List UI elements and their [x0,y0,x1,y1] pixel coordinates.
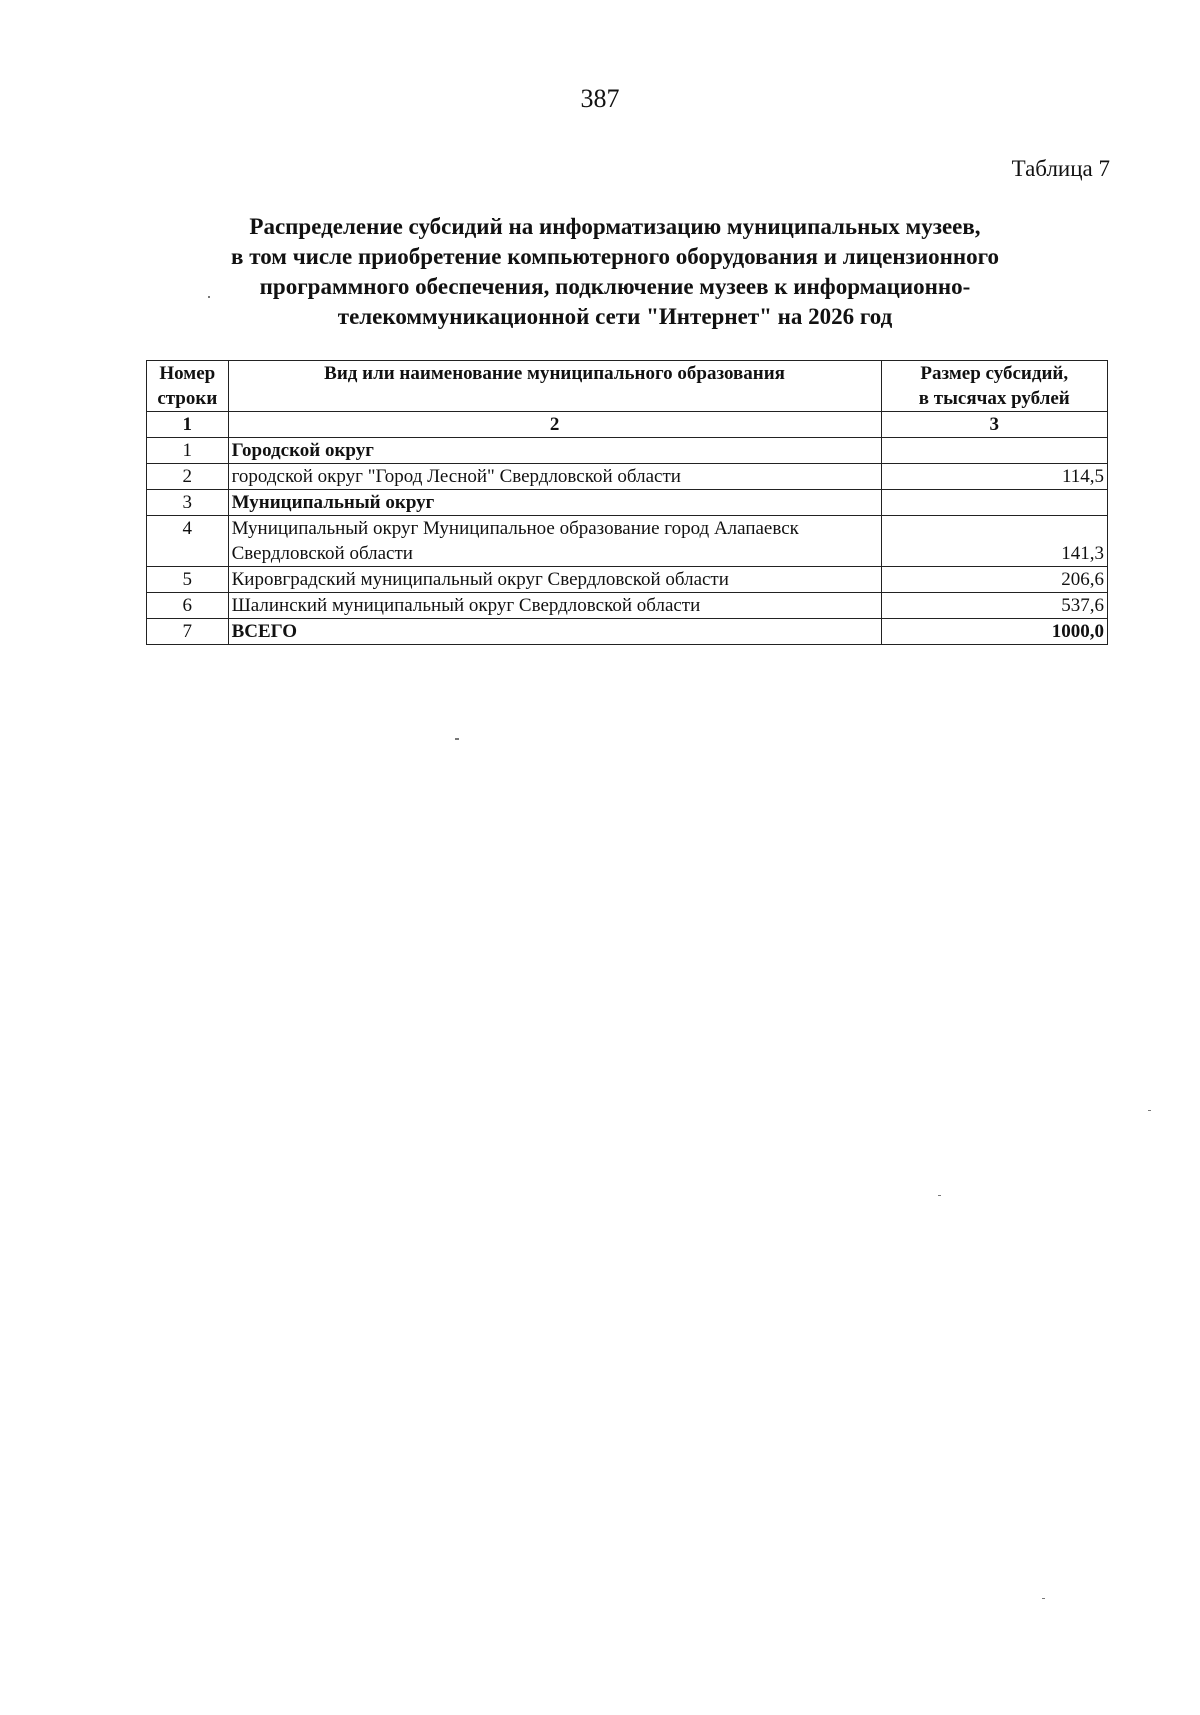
row-number: 5 [147,567,229,593]
municipality-name-line1: Муниципальный округ Муниципальное образование город Алапаевск [231,518,799,539]
row-number: 6 [147,593,229,619]
table-row [147,464,1108,490]
table-row [147,438,1108,464]
municipality-name: Муниципальный округ [228,490,881,516]
subsidy-value [881,490,1107,516]
table-row [147,490,1108,516]
column-number: 1 [147,412,229,438]
table-row [147,593,1108,619]
total-label: ВСЕГО [228,619,881,645]
row-number: 7 [147,619,229,645]
scan-speck [455,738,459,740]
header-subsidy-line2: в тысячах рублей [918,388,1070,409]
subsidy-table [146,360,1108,645]
title-line-2: в том числе приобретение компьютерного оборудования и лицензионного [231,244,999,269]
municipality-name: Кировградский муниципальный округ Свердловской области [228,567,881,593]
row-number: 4 [147,516,229,567]
subsidy-value: 537,6 [881,593,1107,619]
header-municipality: Вид или наименование муниципального образования [228,361,881,412]
header-row-number-line1: Номер [159,363,216,384]
column-number: 2 [228,412,881,438]
table-row [147,567,1108,593]
scan-speck [208,296,210,298]
row-number: 2 [147,464,229,490]
table-total-row [147,619,1108,645]
table-header-row [147,361,1108,412]
subsidy-value [881,438,1107,464]
municipality-name [228,516,881,567]
table-label: Таблица 7 [1011,156,1110,181]
row-number: 3 [147,490,229,516]
municipality-name: Шалинский муниципальный округ Свердловской области [228,593,881,619]
municipality-name-line2: Свердловской области [231,543,413,564]
header-row-number-line2: строки [157,388,218,409]
title-line-1: Распределение субсидий на информатизацию муниципальных музеев, [249,214,981,239]
title-line-4: телекоммуникационной сети "Интернет" на 2026 год [337,304,893,329]
scan-speck [938,1195,941,1196]
document-title [150,212,1080,332]
scan-speck [1042,1598,1045,1599]
header-row-number [147,361,229,412]
header-subsidy-amount [881,361,1107,412]
title-line-3: программного обеспечения, подключение музеев к информационно- [259,274,971,299]
column-number: 3 [881,412,1107,438]
column-number-row [147,412,1108,438]
municipality-name: Городской округ [228,438,881,464]
scan-speck [1148,1110,1151,1111]
page-number: 387 [580,84,620,113]
subsidy-value: 114,5 [881,464,1107,490]
municipality-name: городской округ "Город Лесной" Свердловской области [228,464,881,490]
subsidy-value: 206,6 [881,567,1107,593]
total-value: 1000,0 [881,619,1107,645]
table-row [147,516,1108,567]
row-number: 1 [147,438,229,464]
header-subsidy-line1: Размер субсидий, [920,363,1069,384]
subsidy-value: 141,3 [881,516,1107,567]
